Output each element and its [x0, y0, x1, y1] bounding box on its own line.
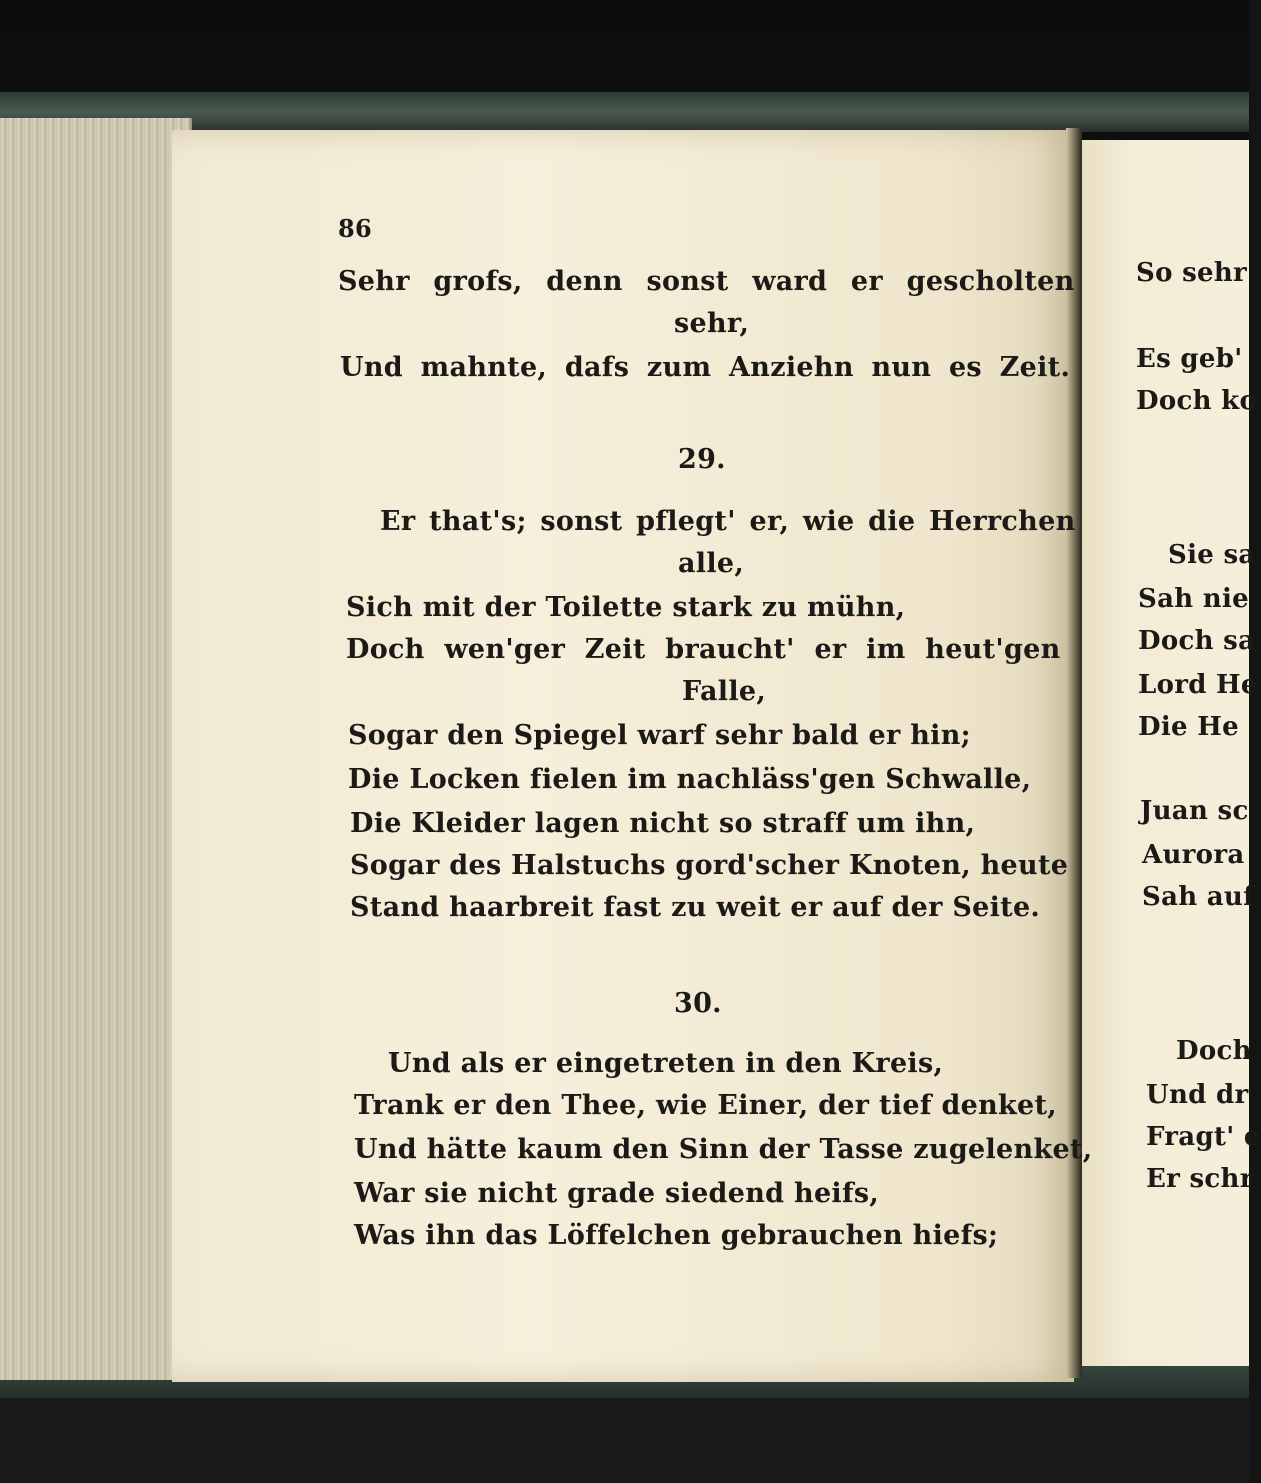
- text-line: Sah nie: [1138, 584, 1250, 614]
- page-number: 86: [338, 214, 372, 243]
- text-line: Und als er eingetreten in den Kreis,: [388, 1048, 944, 1079]
- text-line: Er schr: [1146, 1164, 1254, 1194]
- text-line: Fragt' e: [1146, 1122, 1261, 1152]
- text-line: Die Kleider lagen nicht so straff um ihn,: [350, 808, 976, 839]
- text-line: Aurora: [1142, 840, 1245, 870]
- text-line: Und dr: [1146, 1080, 1249, 1110]
- text-line: Und mahnte, dafs zum Anziehn nun es Zeit.: [340, 352, 1071, 383]
- stanza-number: 30.: [674, 988, 722, 1019]
- text-line: Doch sa: [1138, 626, 1256, 656]
- text-line: Sehr grofs, denn sonst ward er gescholten: [338, 266, 1075, 297]
- text-line: Doch ko: [1136, 386, 1258, 416]
- text-line: Sich mit der Toilette stark zu mühn,: [346, 592, 906, 623]
- text-line: Trank er den Thee, wie Einer, der tief denket,: [354, 1090, 1057, 1121]
- text-line: Er that's; sonst pflegt' er, wie die Herrchen: [380, 506, 1076, 537]
- text-line: Die Locken fielen im nachläss'gen Schwalle,: [348, 764, 1032, 795]
- text-line: Sah auf: [1142, 882, 1255, 912]
- text-line: War sie nicht grade siedend heifs,: [354, 1178, 880, 1209]
- text-line: Und hätte kaum den Sinn der Tasse zugelenket,: [354, 1134, 1093, 1165]
- text-line: So sehr: [1136, 258, 1248, 288]
- text-line: Die He: [1138, 712, 1239, 742]
- text-line: Was ihn das Löffelchen gebrauchen hiefs;: [354, 1220, 999, 1251]
- text-line: Lord He: [1138, 670, 1258, 700]
- text-line: Doch wen'ger Zeit braucht' er im heut'gen: [346, 634, 1061, 665]
- text-line: Es geb': [1136, 344, 1243, 374]
- text-line: sehr,: [674, 308, 750, 339]
- stanza-number: 29.: [678, 444, 726, 475]
- text-line: alle,: [678, 548, 745, 579]
- text-line: Falle,: [682, 676, 767, 707]
- text-line: Sie sa: [1168, 540, 1256, 570]
- text-line: Sogar den Spiegel warf sehr bald er hin;: [348, 720, 971, 751]
- text-line: Juan sc: [1140, 796, 1249, 826]
- text-line: Stand haarbreit fast zu weit er auf der Seite.: [350, 892, 1041, 923]
- text-line: Sogar des Halstuchs gord'scher Knoten, heute: [350, 850, 1069, 881]
- text-line: Doch: [1176, 1036, 1252, 1066]
- right-page-text: [1078, 140, 1261, 1366]
